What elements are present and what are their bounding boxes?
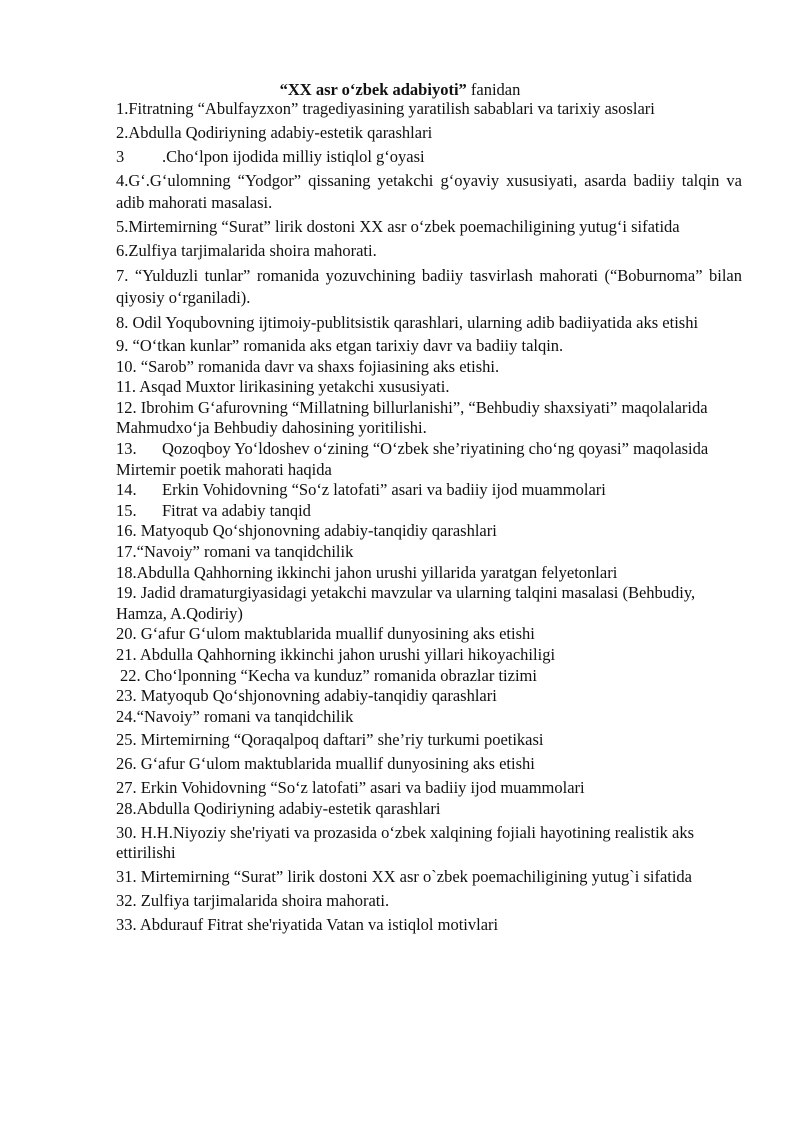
item-number: 13. <box>116 438 137 458</box>
list-item <box>116 501 742 522</box>
list-item: 30. H.H.Niyoziy she'riyati va prozasida o‘zbek xalqining fojiali hayotining realistik aks ettirilishi <box>116 822 695 863</box>
list-item: 23. Matyoqub Qo‘shjonovning adabiy-tanqidiy qarashlari <box>116 686 497 706</box>
list-item <box>116 146 742 168</box>
list-item: 6.Zulfiya tarjimalarida shoira mahorati. <box>116 241 377 260</box>
list-item: 11. Asqad Muxtor lirikasining yetakchi xususiyati. <box>116 377 450 397</box>
list-item: 17.“Navoiy” romani va tanqidchilik <box>116 541 354 561</box>
item-text: Qozoqboy Yo‘ldoshev o‘zining “O‘zbek she’riyatining cho‘ng qoyasi” maqolasida Mirtemir poetik mahorati haqida <box>116 438 709 479</box>
list-item: 20. G‘afur G‘ulom maktublarida muallif dunyosining aks etishi <box>116 624 535 644</box>
list-item: 33. Abdurauf Fitrat she'riyatida Vatan va istiqlol motivlari <box>116 915 499 935</box>
list-item: 26. G‘afur G‘ulom maktublarida muallif dunyosining aks etishi <box>116 754 535 774</box>
item-text: .Cho‘lpon ijodida milliy istiqlol g‘oyasi <box>162 147 425 166</box>
list-item: 8. Odil Yoqubovning ijtimoiy-publitsistik qarashlari, ularning adib badiiyatida aks etishi <box>116 313 699 332</box>
item-number: 3 <box>116 147 125 166</box>
list-item <box>116 439 742 480</box>
list-item <box>116 480 742 501</box>
list-item: 32. Zulfiya tarjimalarida shoira mahorati. <box>116 891 390 911</box>
item-text: Fitrat va adabiy tanqid <box>162 500 311 520</box>
list-item: 12. Ibrohim G‘afurovning “Millatning billurlanishi”, “Behbudiy shaxsiyati” maqolalarida Mahmudxo‘ja Behbudiy dahosining yoritilishi. <box>116 397 708 438</box>
list-item: 28.Abdulla Qodiriyning adabiy-estetik qarashlari <box>116 799 441 819</box>
list-item: 21. Abdulla Qahhorning ikkinchi jahon urushi yillari hikoyachiligi <box>116 644 556 664</box>
list-item: 22. Cho‘lponning “Kecha va kunduz” romanida obrazlar tizimi <box>120 665 537 685</box>
list-item: 25. Mirtemirning “Qoraqalpoq daftari” she’riy turkumi poetikasi <box>116 730 544 750</box>
list-item: 31. Mirtemirning “Surat” lirik dostoni XX asr o`zbek poemachiligining yutug`i sifatida <box>116 867 693 887</box>
item-number: 14. <box>116 480 137 500</box>
list-item: 19. Jadid dramaturgiyasidagi yetakchi mavzular va ularning talqini masalasi (Behbudiy, Hamza, A.Qodiriy) <box>116 583 696 623</box>
list-item: 24.“Navoiy” romani va tanqidchilik <box>116 706 354 726</box>
list-item: 4.G‘.G‘ulomning “Yodgor” qissaning yetakchi g‘oyaviy xususiyati, asarda badiiy talqin va adib mahorati masalasi. <box>116 171 742 212</box>
list-item: 5.Mirtemirning “Surat” lirik dostoni XX asr o‘zbek poemachiligining yutug‘i sifatida <box>116 217 680 236</box>
list-item: 10. “Sarob” romanida davr va shaxs fojiasining aks etishi. <box>116 356 500 376</box>
list-item: 18.Abdulla Qahhorning ikkinchi jahon urushi yillarida yaratgan felyetonlari <box>116 562 618 582</box>
title-subject: “XX asr o‘zbek adabiyoti” <box>279 80 467 99</box>
list-item: 1.Fitratning “Abulfayzxon” tragediyasining yaratilish sabablari va tarixiy asoslari <box>116 99 655 118</box>
list-item: 27. Erkin Vohidovning “So‘z latofati” asari va badiiy ijod muammolari <box>116 778 585 798</box>
list-item: 9. “O‘tkan kunlar” romanida aks etgan tarixiy davr va badiiy talqin. <box>116 336 564 355</box>
list-item: 7. “Yulduzli tunlar” romanida yozuvchining badiiy tasvirlash mahorati (“Boburnoma” bilan qiyosiy o‘rganiladi). <box>116 266 742 307</box>
document-title <box>0 80 800 100</box>
item-number: 15. <box>116 500 137 520</box>
question-list <box>116 98 742 936</box>
title-suffix: fanidan <box>466 80 521 99</box>
item-text: Erkin Vohidovning “So‘z latofati” asari va badiiy ijod muammolari <box>162 480 606 500</box>
list-item: 2.Abdulla Qodiriyning adabiy-estetik qarashlari <box>116 123 433 142</box>
list-item: 16. Matyoqub Qo‘shjonovning adabiy-tanqidiy qarashlari <box>116 521 497 541</box>
